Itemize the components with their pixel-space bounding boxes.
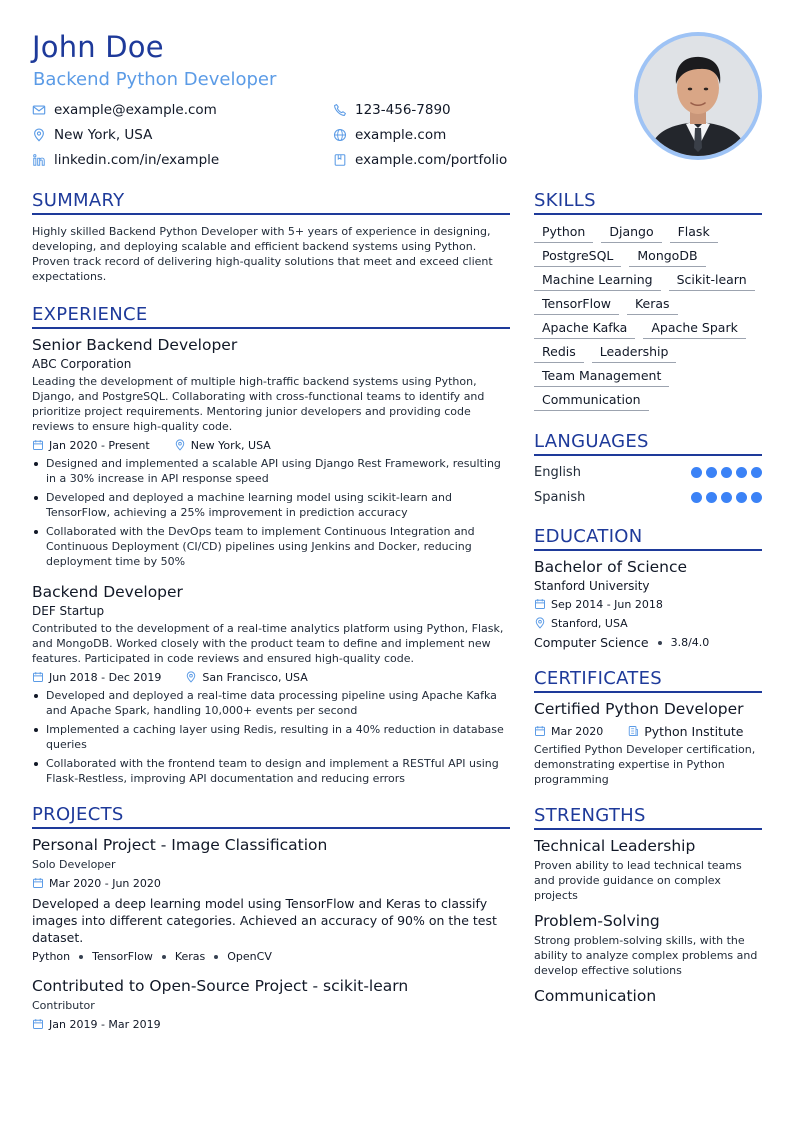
- avatar-portrait-icon: [638, 36, 758, 156]
- level-dot: [751, 467, 762, 478]
- strength-name: Communication: [534, 987, 657, 1005]
- strength-entry: [534, 987, 762, 1005]
- experience-entry: [32, 583, 510, 786]
- certificate-meta: [534, 723, 762, 739]
- job-title: Backend Developer: [32, 583, 183, 601]
- project-role: Contributor: [32, 999, 95, 1012]
- skill-tag: Redis: [534, 344, 584, 363]
- language-row: [534, 485, 762, 510]
- strengths-heading: STRENGTHS: [534, 805, 762, 830]
- website-text: example.com: [355, 127, 447, 143]
- project-entry: [32, 836, 510, 963]
- project-role: Solo Developer: [32, 858, 116, 871]
- job-description: Leading the development of multiple high-traffic backend systems using Python, Django, and PostgreSQL. Collaborating with cross-functional teams to identify and prioritize project requirements. Mentoring junior developers and providing code reviews to ensure high-quality code.: [32, 375, 485, 433]
- project-dates: Jan 2019 - Mar 2019: [49, 1017, 161, 1031]
- language-level-dots: [691, 467, 762, 478]
- level-dot: [736, 467, 747, 478]
- job-company: ABC Corporation: [32, 357, 132, 371]
- strength-description: Strong problem-solving skills, with the ability to analyze complex problems and develop effective solutions: [534, 934, 758, 977]
- degree: Bachelor of Science: [534, 558, 688, 576]
- list-item: Designed and implemented a scalable API using Django Rest Framework, resulting in a 30% increase in API response speed: [32, 456, 510, 486]
- linkedin-icon: [32, 153, 46, 167]
- project-meta: [32, 1016, 510, 1032]
- list-item: Developed and deployed a real-time data processing pipeline using Apache Kafka and Apache Spark, handling 10,000+ events per second: [32, 688, 510, 718]
- level-dot: [721, 467, 732, 478]
- location-text: New York, USA: [54, 127, 153, 143]
- language-name: English: [534, 465, 581, 480]
- level-dot: [691, 467, 702, 478]
- skill-tag: Communication: [534, 392, 649, 411]
- project-title: Personal Project - Image Classification: [32, 836, 328, 854]
- job-description: Contributed to the development of a real-time analytics platform using Python, Flask, and MongoDB. Worked closely with the product team to define and implement new features. Participated in code reviews and ensured high-quality code.: [32, 622, 504, 665]
- language-name: Spanish: [534, 490, 586, 505]
- level-dot: [706, 492, 717, 503]
- calendar-icon: [534, 598, 546, 610]
- school: Stanford University: [534, 579, 650, 593]
- phone-icon: [333, 103, 347, 117]
- language-row: [534, 460, 762, 485]
- contact-portfolio: [333, 151, 507, 169]
- candidate-name: John Doe: [32, 30, 164, 64]
- candidate-role: Backend Python Developer: [33, 69, 277, 90]
- education-dates-row: [534, 596, 762, 612]
- contact-phone: [333, 101, 451, 119]
- left-column: [32, 190, 510, 1032]
- skill-tag: Scikit-learn: [669, 272, 755, 291]
- list-item: Developed and deployed a machine learning model using scikit-learn and TensorFlow, achieving a 25% improvement in prediction accuracy: [32, 490, 510, 520]
- project-technologies: [32, 950, 510, 963]
- skill-tag: TensorFlow: [534, 296, 619, 315]
- right-column: [534, 190, 762, 1005]
- list-item: Implemented a caching layer using Redis, resulting in a 40% reduction in database queries: [32, 722, 510, 752]
- skills-heading: SKILLS: [534, 190, 762, 215]
- summary-heading: SUMMARY: [32, 190, 510, 215]
- calendar-icon: [534, 725, 546, 737]
- tech-item: Keras: [174, 950, 206, 963]
- education-field-row: [534, 635, 762, 650]
- level-dot: [706, 467, 717, 478]
- portfolio-text: example.com/portfolio: [355, 152, 508, 168]
- level-dot: [721, 492, 732, 503]
- education-location-row: [534, 615, 762, 631]
- job-bullets: [32, 456, 510, 569]
- tech-item: Python: [32, 950, 71, 963]
- skill-tag: Python: [534, 224, 593, 243]
- job-bullets: [32, 688, 510, 786]
- level-dot: [691, 492, 702, 503]
- strength-name: Problem-Solving: [534, 912, 660, 930]
- list-item: Collaborated with the frontend team to design and implement a RESTful API using Flask-Restless, improving API documentation and reducing errors: [32, 756, 510, 786]
- experience-entry: [32, 336, 510, 569]
- project-description: Developed a deep learning model using TensorFlow and Keras to classify images into different categories. Achieved an accuracy of 90% on the test dataset.: [32, 896, 497, 945]
- calendar-icon: [32, 671, 44, 683]
- strength-entry: [534, 912, 762, 978]
- job-location: New York, USA: [190, 438, 271, 452]
- location-pin-icon: [534, 617, 546, 629]
- contact-website: [333, 126, 446, 144]
- languages-heading: LANGUAGES: [534, 431, 762, 456]
- skill-tag: MongoDB: [629, 248, 705, 267]
- education-dates: Sep 2014 - Jun 2018: [551, 597, 663, 611]
- skill-tag: Django: [601, 224, 661, 243]
- institution-icon: [627, 725, 639, 737]
- location-pin-icon: [32, 128, 46, 142]
- project-title: Contributed to Open-Source Project - scikit-learn: [32, 977, 409, 995]
- level-dot: [736, 492, 747, 503]
- contact-email: [32, 101, 217, 119]
- skill-tag: Apache Kafka: [534, 320, 635, 339]
- skill-tag: Team Management: [534, 368, 669, 387]
- email-icon: [32, 103, 46, 117]
- job-title: Senior Backend Developer: [32, 336, 238, 354]
- profile-photo: [634, 32, 762, 160]
- globe-icon: [333, 128, 347, 142]
- certificate-entry: [534, 700, 762, 787]
- certificate-name: Certified Python Developer: [534, 700, 744, 718]
- strength-description: Proven ability to lead technical teams and provide guidance on complex projects: [534, 859, 742, 902]
- field-of-study: Computer Science: [534, 635, 649, 650]
- portfolio-icon: [333, 153, 347, 167]
- skill-tag: PostgreSQL: [534, 248, 621, 267]
- job-dates: Jan 2020 - Present: [49, 438, 150, 452]
- job-meta: [32, 437, 510, 453]
- gpa: 3.8/4.0: [670, 636, 710, 649]
- skills-list: [534, 224, 762, 411]
- education-entry: [534, 558, 762, 650]
- experience-heading: EXPERIENCE: [32, 304, 510, 329]
- location-pin-icon: [174, 439, 186, 451]
- contact-location: [32, 126, 152, 144]
- calendar-icon: [32, 877, 44, 889]
- level-dot: [751, 492, 762, 503]
- strength-entry: [534, 837, 762, 903]
- phone-text: 123-456-7890: [355, 102, 451, 118]
- skill-tag: Keras: [627, 296, 678, 315]
- certificate-description: Certified Python Developer certification, demonstrating expertise in Python programming: [534, 743, 756, 786]
- skill-tag: Apache Spark: [643, 320, 746, 339]
- skill-tag: Flask: [670, 224, 718, 243]
- contact-linkedin: [32, 151, 219, 169]
- certificate-date: Mar 2020: [551, 724, 604, 738]
- education-location: Stanford, USA: [551, 616, 628, 630]
- calendar-icon: [32, 1018, 44, 1030]
- project-dates: Mar 2020 - Jun 2020: [49, 876, 161, 890]
- location-pin-icon: [185, 671, 197, 683]
- calendar-icon: [32, 439, 44, 451]
- list-item: Collaborated with the DevOps team to implement Continuous Integration and Continuous Deployment (CI/CD) pipelines using Jenkins and Docker, reducing deployment time by 50%: [32, 524, 510, 569]
- language-level-dots: [691, 492, 762, 503]
- job-meta: [32, 669, 510, 685]
- project-meta: [32, 875, 510, 891]
- tech-item: TensorFlow: [92, 950, 153, 963]
- summary-text: Highly skilled Backend Python Developer with 5+ years of experience in designing, developing, and deploying scalable and efficient backend systems using Python. Proven track record of delivering high-quality solutions that meet and exceed client expectations.: [32, 225, 493, 283]
- education-heading: EDUCATION: [534, 526, 762, 551]
- job-location: San Francisco, USA: [202, 670, 308, 684]
- project-entry: [32, 977, 510, 1032]
- job-dates: Jun 2018 - Dec 2019: [49, 670, 162, 684]
- tech-item: OpenCV: [227, 950, 272, 963]
- job-company: DEF Startup: [32, 604, 105, 618]
- skill-tag: Machine Learning: [534, 272, 661, 291]
- languages-list: [534, 460, 762, 510]
- certificate-issuer: Python Institute: [644, 723, 744, 739]
- skill-tag: Leadership: [592, 344, 677, 363]
- projects-heading: PROJECTS: [32, 804, 510, 829]
- strength-name: Technical Leadership: [534, 837, 696, 855]
- linkedin-text: linkedin.com/in/example: [54, 152, 220, 168]
- certificates-heading: CERTIFICATES: [534, 668, 762, 693]
- email-text: example@example.com: [54, 102, 217, 118]
